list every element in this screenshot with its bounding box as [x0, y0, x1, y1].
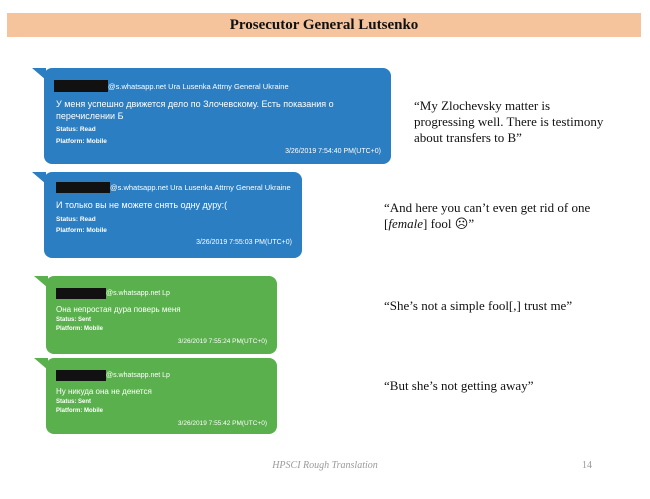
sender-name: @s.whatsapp.net Lp [106, 372, 170, 379]
message-timestamp: 3/26/2019 7:54:40 PM(UTC+0) [285, 148, 381, 155]
message-text: Ну никуда она не денется [56, 387, 152, 396]
message-timestamp: 3/26/2019 7:55:24 PM(UTC+0) [177, 338, 267, 345]
message-bubble-1 [44, 68, 391, 164]
message-header [56, 288, 170, 299]
message-platform: Platform: Mobile [56, 408, 104, 414]
redaction-block [54, 80, 108, 92]
message-text: У меня успешно движется дело по Злочевскому. Есть показания о перечислении Б [56, 99, 334, 121]
message-status: Status: Read [56, 216, 96, 223]
translation-text: “And here you can’t even get rid of one [ [384, 200, 591, 231]
message-header [56, 182, 291, 193]
message-status: Status: Sent [56, 399, 92, 405]
message-status: Status: Sent [56, 317, 92, 323]
redaction-block [56, 182, 110, 193]
translation-2 [384, 200, 594, 232]
message-timestamp: 3/26/2019 7:55:03 PM(UTC+0) [196, 239, 292, 246]
message-header [56, 370, 170, 381]
message-header [54, 80, 289, 92]
message-status: Status: Read [56, 126, 96, 133]
page-number: 14 [582, 460, 592, 471]
translation-text: ] fool ☹” [423, 216, 475, 231]
message-platform: Platform: Mobile [56, 138, 107, 145]
message-bubble-3 [46, 276, 277, 354]
message-bubble-4 [46, 358, 277, 434]
message-bubble-2 [44, 172, 302, 258]
sender-name: @s.whatsapp.net Lp [106, 290, 170, 297]
translation-emphasis: female [388, 216, 423, 231]
page-title: Prosecutor General Lutsenko [7, 13, 641, 37]
message-platform: Platform: Mobile [56, 227, 107, 234]
message-text: И только вы не можете снять одну дуру:( [56, 200, 228, 210]
footer-label: HPSCI Rough Translation [272, 460, 378, 471]
message-text: Она непростая дура поверь меня [56, 305, 181, 314]
message-platform: Platform: Mobile [56, 326, 104, 332]
message-timestamp: 3/26/2019 7:55:42 PM(UTC+0) [177, 420, 267, 427]
translation-3: “She’s not a simple fool[,] trust me” [384, 298, 573, 313]
redaction-block [56, 370, 106, 381]
sender-name: @s.whatsapp.net Ura Lusenka Attrny General Ukraine [110, 183, 291, 192]
redaction-block [56, 288, 106, 299]
translation-4: “But she’s not getting away” [384, 378, 534, 393]
sender-name: @s.whatsapp.net Ura Lusenka Attrny General Ukraine [108, 81, 289, 91]
translation-1: “My Zlochevsky matter is progressing well. There is testimony about transfers to B” [414, 98, 604, 145]
